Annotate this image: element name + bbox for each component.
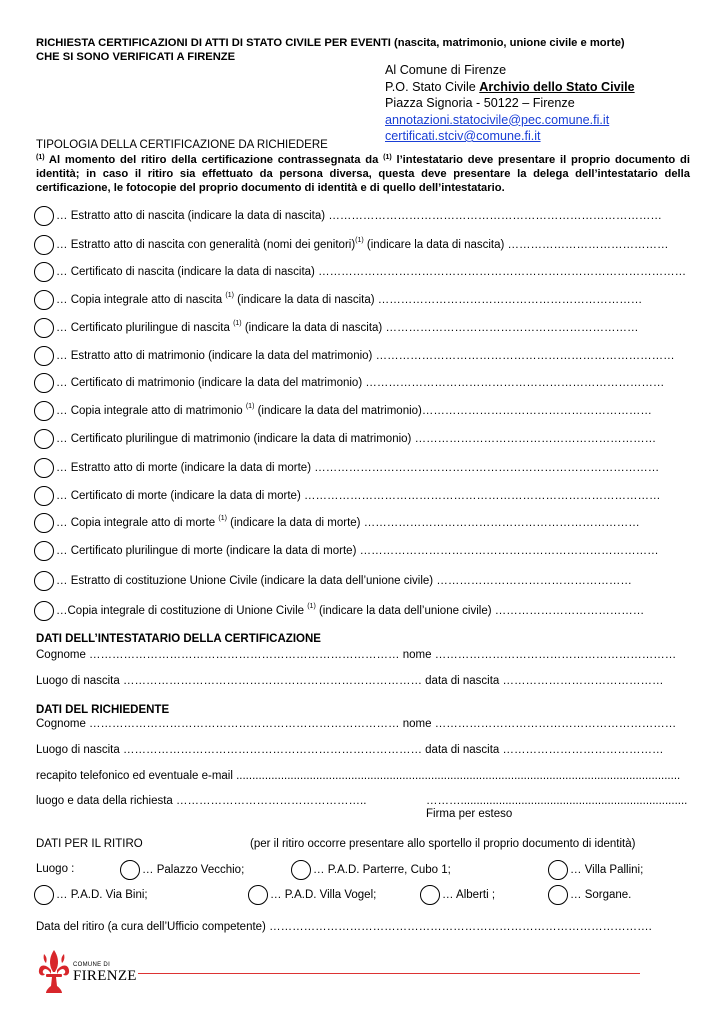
form-title	[36, 36, 696, 64]
certificate-option[interactable]	[34, 485, 660, 507]
option-label	[56, 239, 669, 251]
place-label: … Palazzo Vecchio;	[142, 864, 245, 876]
address-line-1: Al Comune di Firenze	[385, 63, 507, 77]
footer-divider	[138, 973, 640, 974]
certificate-option[interactable]	[34, 570, 632, 592]
option-label-pre: … Estratto di costituzione Unione Civile (indicare la data dell’unione civile)	[56, 575, 437, 587]
option-label	[56, 350, 675, 362]
option-label-pre: … Estratto atto di nascita (indicare la data di nascita)	[56, 210, 329, 222]
ritiro-heading: DATI PER IL RITIRO	[36, 838, 143, 850]
place-label: … Villa Pallini;	[570, 864, 644, 876]
note-text-part1: Al momento del ritiro della certificazione contrassegnata da	[44, 154, 384, 166]
title-line-1: RICHIESTA CERTIFICAZIONI DI ATTI DI STATO CIVILE PER EVENTI (nascita, matrimonio, unione civile e morte)	[36, 37, 625, 49]
option-label-pre: … Copia integrale atto di matrimonio	[56, 405, 246, 417]
luogo-label: Luogo :	[36, 863, 75, 875]
option-note-mark: (1)	[307, 603, 316, 610]
certificate-option[interactable]	[34, 261, 686, 283]
comune-firenze-logo	[36, 948, 72, 997]
option-label-pre: … Copia integrale atto di morte	[56, 517, 219, 529]
intestatario-luogo-data-line[interactable]: Luogo di nascita …………………………………………………………………… data di nascita ……………………………………	[36, 675, 664, 687]
option-radio[interactable]	[34, 318, 54, 338]
place-radio[interactable]	[248, 885, 268, 905]
note-mark-start: (1)	[36, 154, 45, 161]
place-pad-parterre[interactable]	[291, 860, 451, 880]
option-radio[interactable]	[34, 373, 54, 393]
option-label	[56, 605, 644, 617]
place-radio[interactable]	[548, 885, 568, 905]
option-date-field[interactable]: ……………………………………………………………………	[359, 545, 659, 557]
option-date-field[interactable]: …………………………………	[494, 605, 645, 617]
option-note-mark: (1)	[225, 292, 234, 299]
place-palazzo-vecchio[interactable]	[120, 860, 244, 880]
place-radio[interactable]	[120, 860, 140, 880]
option-label	[56, 266, 686, 278]
option-label-pre: … Certificato di nascita (indicare la data di nascita)	[56, 266, 319, 278]
option-date-field[interactable]: ……………………………………………………………………	[365, 377, 665, 389]
option-label	[56, 490, 660, 502]
option-radio[interactable]	[34, 458, 54, 478]
identity-note	[36, 153, 690, 196]
option-radio[interactable]	[34, 235, 54, 255]
option-label	[56, 405, 652, 417]
option-label-post: (indicare la data di nascita)	[233, 294, 378, 306]
address-line-2-prefix: P.O. Stato Civile	[385, 79, 480, 94]
option-label	[56, 294, 642, 306]
certificate-option[interactable]	[34, 512, 640, 534]
option-label-pre: …Copia integrale di costituzione di Unione Civile	[56, 605, 308, 617]
certificate-option[interactable]	[34, 457, 659, 479]
option-radio[interactable]	[34, 429, 54, 449]
title-line-2: CHE SI SONO VERIFICATI A FIRENZE	[36, 51, 236, 63]
option-label-pre: … Estratto atto di nascita con generalità (nomi dei genitori)	[56, 239, 356, 251]
fleur-de-lis-icon	[36, 948, 72, 994]
place-pad-via-bini[interactable]	[34, 885, 148, 905]
option-label-post: (indicare la data di morte)	[226, 517, 364, 529]
option-label-pre: … Copia integrale atto di nascita	[56, 294, 226, 306]
option-label-pre: … Certificato plurilingue di nascita	[56, 322, 234, 334]
option-date-field[interactable]: ……………………………………	[507, 239, 669, 251]
option-radio[interactable]	[34, 486, 54, 506]
logo-big-text: FIRENZE	[73, 968, 137, 984]
option-label	[56, 322, 638, 334]
address-archive-name: Archivio dello Stato Civile	[479, 79, 635, 94]
option-label	[56, 545, 659, 557]
option-date-field[interactable]: ……………………………………………………………………………………	[318, 266, 687, 278]
option-note-mark: (1)	[233, 320, 242, 327]
option-date-field[interactable]: ……………………………………………………	[421, 405, 652, 417]
option-label-pre: … Estratto atto di matrimonio (indicare la data del matrimonio)	[56, 350, 376, 362]
richiedente-cognome-nome-line[interactable]: Cognome ……………………………………………………………………… nome ………………………………………………………	[36, 718, 677, 730]
richiedente-luogo-data-line[interactable]: Luogo di nascita …………………………………………………………………… data di nascita ……………………………………	[36, 744, 664, 756]
option-radio[interactable]	[34, 601, 54, 621]
place-label: … Alberti ;	[442, 889, 496, 901]
option-date-field[interactable]: ………………………………………………………………	[363, 517, 640, 529]
option-note-mark: (1)	[355, 237, 364, 244]
data-ritiro-line[interactable]: Data del ritiro (a cura dell’Ufficio competente) ……………………………………………………………………………………….	[36, 921, 652, 933]
firma-line[interactable]: ……….......................................................................	[426, 795, 688, 807]
address-line-2	[385, 79, 635, 96]
option-radio[interactable]	[34, 513, 54, 533]
option-date-field[interactable]: ……………………………………………	[436, 575, 632, 587]
place-villa-pallini[interactable]	[548, 860, 643, 880]
certificate-option[interactable]	[34, 400, 652, 422]
certificate-option[interactable]	[34, 205, 662, 227]
option-date-field[interactable]: …………………………………………………………	[385, 322, 639, 334]
certificate-option[interactable]	[34, 345, 675, 367]
certificate-option[interactable]	[34, 600, 644, 622]
option-label-post: (indicare la data di nascita)	[363, 239, 508, 251]
option-date-field[interactable]: ……………………………………………………………	[377, 294, 643, 306]
option-label	[56, 575, 632, 587]
place-pad-villa-vogel[interactable]	[248, 885, 376, 905]
note-mark-inline: (1)	[383, 154, 392, 161]
option-label-post: (indicare la data di nascita)	[241, 322, 386, 334]
place-alberti[interactable]	[420, 885, 495, 905]
option-radio[interactable]	[34, 346, 54, 366]
place-label: … P.A.D. Parterre, Cubo 1;	[313, 864, 451, 876]
luogo-data-richiesta-line[interactable]: luogo e data della richiesta …………………………………………..	[36, 795, 367, 807]
ritiro-note: (per il ritiro occorre presentare allo sportello il proprio documento di identità)	[250, 838, 636, 850]
place-sorgane[interactable]	[548, 885, 631, 905]
pec-email-link[interactable]: annotazioni.statocivile@pec.comune.fi.it	[385, 112, 610, 127]
option-label-pre: … Estratto atto di morte (indicare la data di morte)	[56, 462, 315, 474]
option-radio[interactable]	[34, 290, 54, 310]
option-label	[56, 462, 659, 474]
option-label-pre: … Certificato plurilingue di matrimonio (indicare la data di matrimonio)	[56, 433, 415, 445]
certificate-option[interactable]	[34, 289, 642, 311]
option-label	[56, 517, 640, 529]
option-date-field[interactable]: ……………………………………………………………………	[375, 350, 675, 362]
recipient-address	[385, 62, 635, 145]
certificati-email-link[interactable]: certificati.stciv@comune.fi.it	[385, 129, 541, 143]
option-date-field[interactable]: ……………………………………………………………………………	[328, 210, 662, 222]
option-note-mark: (1)	[245, 403, 255, 410]
option-label-pre: … Certificato di matrimonio (indicare la data del matrimonio)	[56, 377, 366, 389]
option-label	[56, 210, 662, 222]
place-label: … P.A.D. Via Bini;	[56, 889, 148, 901]
option-note-mark: (1)	[218, 515, 227, 522]
option-radio[interactable]	[34, 541, 54, 561]
place-radio[interactable]	[420, 885, 440, 905]
certificate-option[interactable]	[34, 428, 656, 450]
option-radio[interactable]	[34, 206, 54, 226]
option-label	[56, 433, 656, 445]
option-label-pre: … Certificato di morte (indicare la data di morte)	[56, 490, 304, 502]
note-text-part2: l’intestatario deve presentare il proprio documento di identità; in caso il ritiro sia effettuato da persona diversa, questa deve presentare la delega dell’intestatario della certificazione, le fotocopie del proprio documento di identità e di quello dell’intestatario.	[36, 154, 690, 195]
place-radio[interactable]	[548, 860, 568, 880]
option-label-post: (indicare la data del matrimonio)	[254, 405, 422, 417]
option-label	[56, 377, 664, 389]
place-radio[interactable]	[34, 885, 54, 905]
option-date-field[interactable]: ………………………………………………………………………………	[314, 462, 660, 474]
intestatario-cognome-nome-line[interactable]: Cognome ……………………………………………………………………… nome ………………………………………………………	[36, 649, 677, 661]
option-label-pre: … Certificato plurilingue di morte (indicare la data di morte)	[56, 545, 360, 557]
certificate-option[interactable]	[34, 317, 638, 339]
tipologia-heading: TIPOLOGIA DELLA CERTIFICAZIONE DA RICHIEDERE	[36, 139, 328, 151]
place-label: … Sorgane.	[570, 889, 632, 901]
option-radio[interactable]	[34, 571, 54, 591]
place-radio[interactable]	[291, 860, 311, 880]
recapito-line[interactable]: recapito telefonico ed eventuale e-mail ...........................................................................................................................................	[36, 770, 681, 782]
intestatario-heading: DATI DELL’INTESTATARIO DELLA CERTIFICAZIONE	[36, 633, 321, 645]
option-radio[interactable]	[34, 262, 54, 282]
address-line-3: Piazza Signoria - 50122 – Firenze	[385, 96, 575, 110]
certificate-option[interactable]	[34, 540, 659, 562]
option-date-field[interactable]: ………………………………………………………	[414, 433, 657, 445]
logo-small-text: COMUNE DI	[73, 962, 111, 968]
certificate-option[interactable]	[34, 234, 669, 256]
certificate-option[interactable]	[34, 372, 664, 394]
option-radio[interactable]	[34, 401, 54, 421]
place-label: … P.A.D. Villa Vogel;	[270, 889, 377, 901]
option-label-post: (indicare la data dell’unione civile)	[315, 605, 495, 617]
richiedente-heading: DATI DEL RICHIEDENTE	[36, 704, 170, 716]
firma-label: Firma per esteso	[426, 808, 513, 820]
option-date-field[interactable]: …………………………………………………………………………………	[303, 490, 661, 502]
